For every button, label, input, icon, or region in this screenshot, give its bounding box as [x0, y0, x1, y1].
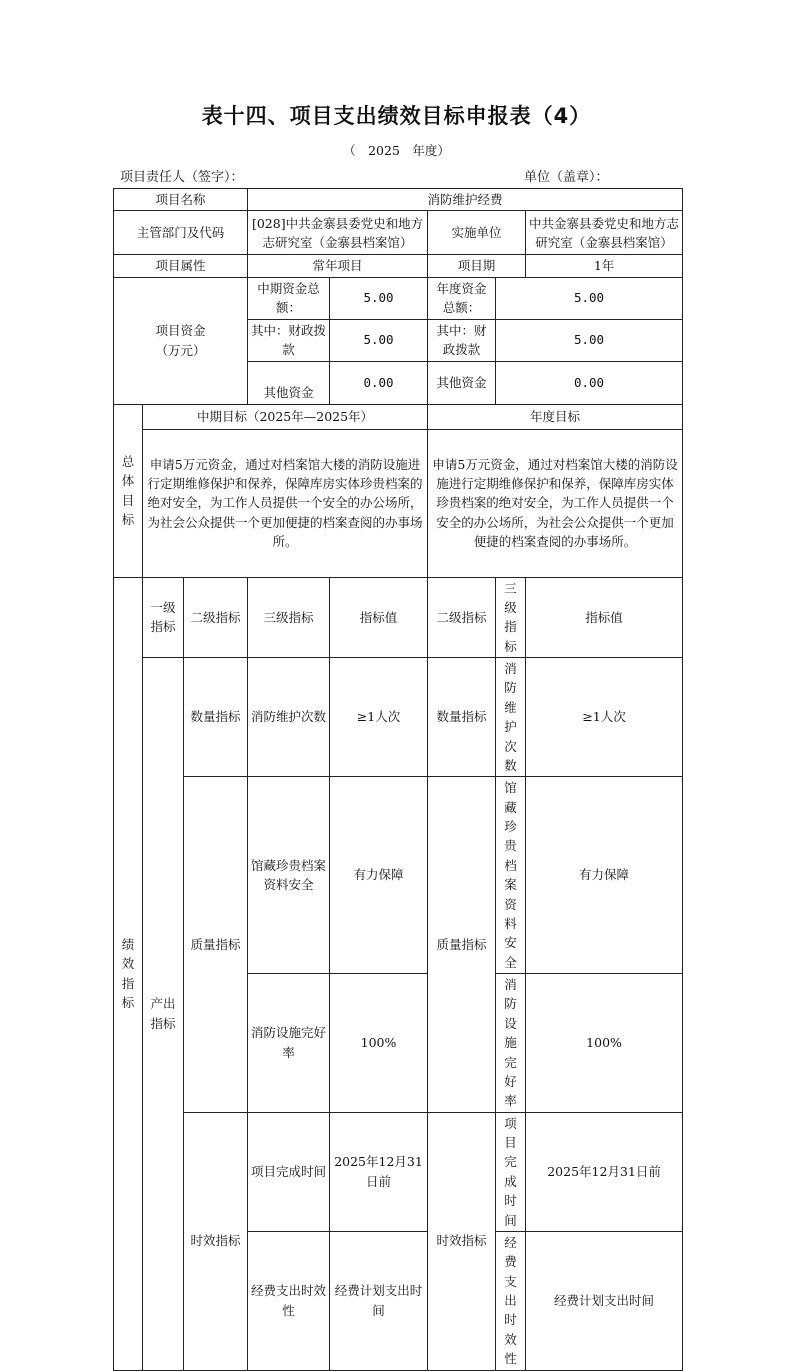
table-row: 经费计划支出时间	[330, 1231, 428, 1370]
value-header: 指标值	[330, 577, 428, 658]
mid-total-value: 5.00	[330, 277, 428, 319]
annual-quality-indicator-label: 质量指标	[428, 777, 496, 1112]
project-period-value: 1年	[526, 255, 683, 277]
project-attr-value: 常年项目	[248, 255, 428, 277]
mid-fiscal-value: 5.00	[330, 319, 428, 361]
responsible-signature-label: 项目责任人（签字）：	[120, 170, 244, 185]
table-row: 经费支出时效性	[248, 1231, 330, 1370]
annual-level2-header: 二级指标	[428, 577, 496, 658]
table-row: 100%	[526, 974, 683, 1113]
output-indicator-label: 产出指标	[143, 658, 184, 1371]
table-row: ≥1人次	[526, 658, 683, 777]
table-row: 馆藏珍贵档案资料安全	[496, 777, 526, 974]
table-row: 2025年12月31日前	[526, 1112, 683, 1231]
quality-indicator-label: 质量指标	[184, 777, 248, 1112]
project-name-value: 消防维护经费	[248, 189, 683, 211]
annual-quantity-indicator-label: 数量指标	[428, 658, 496, 777]
annual-timeliness-indicator-label: 时效指标	[428, 1112, 496, 1370]
performance-target-table	[113, 188, 683, 1371]
mid-other-label: 其他资金	[248, 361, 330, 404]
table-row: 消防设施完好率	[496, 974, 526, 1113]
annual-total-value: 5.00	[496, 277, 683, 319]
project-name-label: 项目名称	[114, 189, 248, 211]
table-row: 项目完成时间	[496, 1112, 526, 1231]
table-row: 消防维护次数	[496, 658, 526, 777]
overall-goal-label: 总体目标	[114, 404, 143, 577]
annual-goal-text: 申请5万元资金，通过对档案馆大楼的消防设施进行定期维修保护和保养，保障库房实体珍贵档案的绝对安全，为工作人员提供一个安全的办公场所，为社会公众提供一个更加便捷的档案查阅的办事场所。	[428, 429, 683, 577]
table-row: 消防设施完好率	[248, 974, 330, 1113]
table-row: 项目完成时间	[248, 1112, 330, 1231]
quantity-indicator-label: 数量指标	[184, 658, 248, 777]
mid-total-label: 中期资金总额：	[248, 277, 330, 319]
annual-total-label: 年度资金总额：	[428, 277, 496, 319]
mid-goal-header: 中期目标（2025年—2025年）	[143, 404, 428, 429]
level1-header: 一级指标	[143, 577, 184, 658]
annual-fiscal-label: 其中：财政拨款	[428, 319, 496, 361]
table-row: 有力保障	[526, 777, 683, 974]
table-row: 2025年12月31日前	[330, 1112, 428, 1231]
annual-other-label: 其他资金	[428, 361, 496, 404]
project-funds-label: 项目资金（万元）	[114, 277, 248, 404]
annual-level3-header: 三级指标	[496, 577, 526, 658]
mid-goal-text: 申请5万元资金，通过对档案馆大楼的消防设施进行定期维修保护和保养，保障库房实体珍贵档案的绝对安全，为工作人员提供一个安全的办公场所，为社会公众提供一个更加便捷的档案查阅的办事场所。	[143, 429, 428, 577]
dept-value: [028]中共金寨县委党史和地方志研究室（金寨县档案馆）	[248, 211, 428, 255]
table-row: 消防维护次数	[248, 658, 330, 777]
performance-indicator-label: 绩效指标	[114, 577, 143, 1370]
table-row: ≥1人次	[330, 658, 428, 777]
annual-other-value: 0.00	[496, 361, 683, 404]
impl-unit-label: 实施单位	[428, 211, 526, 255]
level3-header: 三级指标	[248, 577, 330, 658]
impl-unit-value: 中共金寨县委党史和地方志研究室（金寨县档案馆）	[526, 211, 683, 255]
project-period-label: 项目期	[428, 255, 526, 277]
table-row: 经费计划支出时间	[526, 1231, 683, 1370]
table-row: 馆藏珍贵档案资料安全	[248, 777, 330, 974]
annual-value-header: 指标值	[526, 577, 683, 658]
table-row: 经费支出时效性	[496, 1231, 526, 1370]
table-row: 100%	[330, 974, 428, 1113]
annual-fiscal-value: 5.00	[496, 319, 683, 361]
year-line: （ 2025 年度）	[343, 143, 450, 158]
unit-seal-label: 单位（盖章）：	[524, 170, 609, 185]
page-title: 表十四、项目支出绩效目标申报表（4）	[201, 104, 592, 128]
table-row: 有力保障	[330, 777, 428, 974]
level2-header: 二级指标	[184, 577, 248, 658]
project-attr-label: 项目属性	[114, 255, 248, 277]
timeliness-indicator-label: 时效指标	[184, 1112, 248, 1370]
mid-fiscal-label: 其中：财政拨款	[248, 319, 330, 361]
dept-label: 主管部门及代码	[114, 211, 248, 255]
mid-other-value: 0.00	[330, 361, 428, 404]
annual-goal-header: 年度目标	[428, 404, 683, 429]
